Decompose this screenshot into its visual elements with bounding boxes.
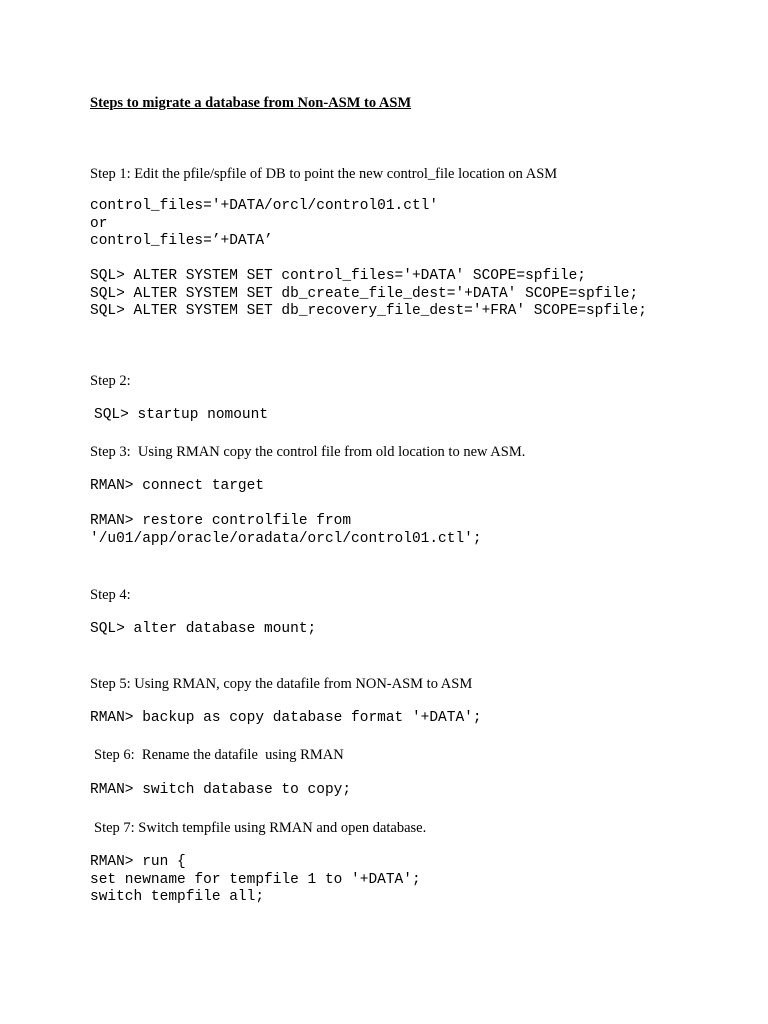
step-6-heading: Step 6: Rename the datafile using RMAN: [94, 747, 344, 763]
step-6-code-line: RMAN> switch database to copy;: [90, 782, 352, 798]
step-3-code-line: RMAN> restore controlfile from: [90, 513, 352, 529]
step-1-code-line: control_files='+DATA/orcl/control01.ctl': [90, 198, 439, 214]
step-4-code-line: SQL> alter database mount;: [90, 621, 317, 637]
step-4-heading: Step 4:: [90, 587, 131, 603]
step-1-code-line: SQL> ALTER SYSTEM SET db_recovery_file_dest='+FRA' SCOPE=spfile;: [90, 303, 647, 319]
step-5-code-line: RMAN> backup as copy database format '+DATA';: [90, 710, 482, 726]
step-7-code-line: RMAN> run {: [90, 854, 186, 870]
step-1-code-line: or: [90, 215, 108, 232]
step-1-heading: Step 1: Edit the pfile/spfile of DB to point the new control_file location on ASM: [90, 166, 558, 182]
step-2-heading: Step 2:: [90, 373, 131, 389]
step-1-code-line: SQL> ALTER SYSTEM SET control_files='+DATA' SCOPE=spfile;: [90, 268, 586, 284]
step-2-code-line: SQL> startup nomount: [94, 407, 269, 423]
step-7-heading: Step 7: Switch tempfile using RMAN and open database.: [94, 820, 427, 836]
step-5-heading: Step 5: Using RMAN, copy the datafile from NON-ASM to ASM: [90, 676, 473, 692]
step-3-heading: Step 3: Using RMAN copy the control file from old location to new ASM.: [90, 444, 526, 460]
page-title: Steps to migrate a database from Non-ASM to ASM: [90, 95, 412, 111]
step-3-code-line: '/u01/app/oracle/oradata/orcl/control01.ctl';: [90, 530, 482, 547]
step-7-code-line: switch tempfile all;: [90, 889, 265, 905]
step-1-code-line: control_files=’+DATA’: [90, 233, 273, 249]
step-1-code-line: SQL> ALTER SYSTEM SET db_create_file_dest='+DATA' SCOPE=spfile;: [90, 285, 639, 302]
step-3-code-line: RMAN> connect target: [90, 478, 265, 494]
step-7-code-line: set newname for tempfile 1 to '+DATA';: [90, 871, 421, 888]
